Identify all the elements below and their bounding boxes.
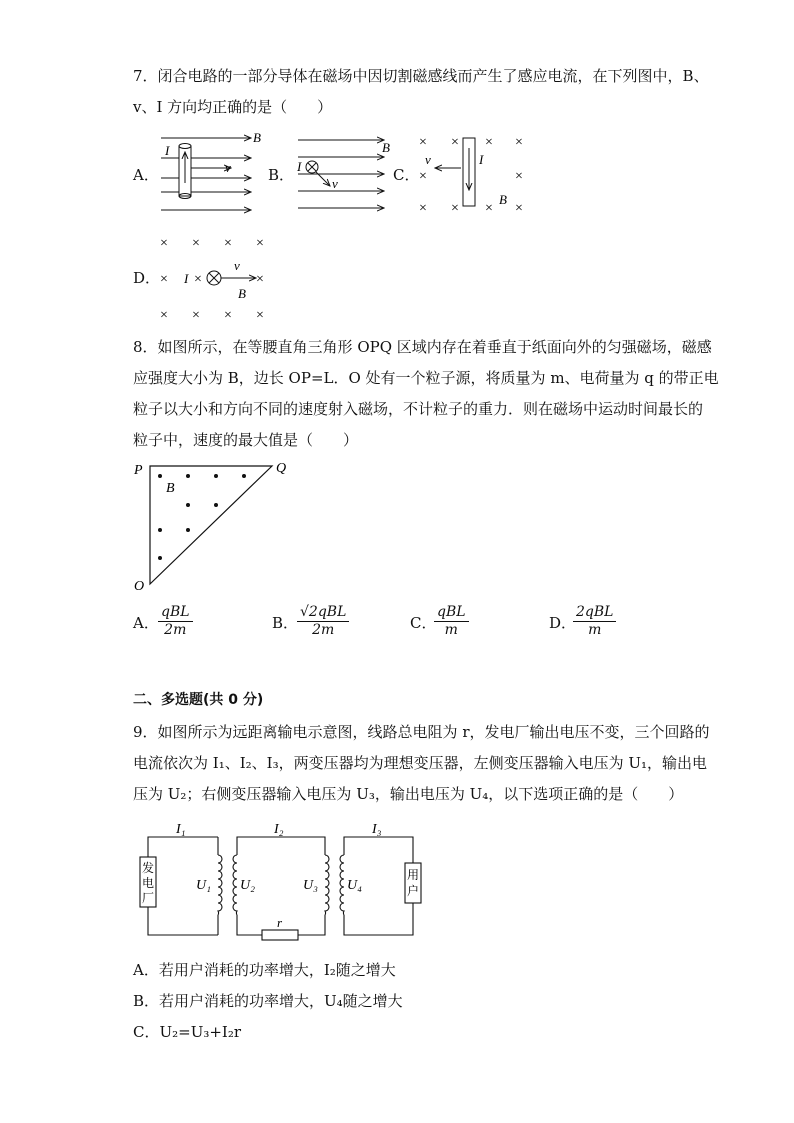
q7-option-a-label[interactable]: A．	[133, 166, 159, 184]
q8-b-numerator: √2qBL	[297, 604, 349, 622]
q9-stem-line3: 压为 U₂；右侧变压器输入电压为 U₃，输出电压为 U₄，以下选项正确的是（ ）	[133, 785, 684, 803]
q8-choice-c-fraction	[434, 604, 469, 639]
q7-figure-d	[158, 232, 278, 322]
q7d-cross: ×	[224, 308, 232, 323]
q7d-cross: ×	[256, 272, 264, 287]
q7-figure-a	[155, 128, 275, 218]
q7a-label-v: v	[225, 160, 231, 175]
q7b-label-v: v	[332, 176, 338, 191]
q9-user-char: 用	[407, 868, 420, 882]
q7-figure-c	[415, 132, 535, 217]
q8-choice-d-fraction	[573, 604, 616, 639]
q7d-cross: ×	[192, 236, 200, 251]
q8-choice-b-label[interactable]: B．	[272, 614, 299, 632]
q8-triangle-figure	[130, 458, 300, 593]
q9-option-a[interactable]: A．若用户消耗的功率增大，I₂随之增大	[133, 961, 396, 979]
q8-choice-a-label[interactable]: A．	[133, 614, 159, 632]
q7d-cross: ×	[160, 272, 168, 287]
q9-stem-line2: 电流依次为 I₁、I₂、I₃，两变压器均为理想变压器，左侧变压器输入电压为 U₁，输出电	[133, 754, 708, 772]
q7d-cross: ×	[192, 308, 200, 323]
q8-c-denominator: m	[444, 622, 458, 638]
q9-label-u4: U₄	[347, 878, 362, 893]
q7a-label-i: I	[165, 143, 170, 158]
q7d-cross: ×	[256, 236, 264, 251]
q8-d-denominator: m	[588, 622, 602, 638]
q7d-cross: ×	[194, 272, 202, 287]
q8-label-p: P	[134, 463, 143, 478]
q7a-label-b: B	[253, 130, 261, 145]
q7d-label-v: v	[234, 258, 240, 273]
q9-generator-char: 电	[142, 876, 155, 890]
q7c-cross: ×	[419, 169, 427, 184]
q7c-cross: ×	[419, 201, 427, 216]
q7d-cross: ×	[256, 308, 264, 323]
q9-label-i3: I₃	[372, 822, 382, 837]
q7d-cross: ×	[224, 236, 232, 251]
q7-figure-b	[294, 130, 404, 220]
q8-stem-line2: 应强度大小为 B，边长 OP=L．O 处有一个粒子源，将质量为 m、电荷量为 q 的带正电	[133, 369, 719, 387]
q7c-cross: ×	[419, 135, 427, 150]
q9-label-r: r	[277, 915, 283, 930]
q7b-label-i: I	[297, 159, 302, 174]
q7d-cross: ×	[160, 308, 168, 323]
q7-option-c-label[interactable]: C．	[393, 166, 420, 184]
q9-stem-line1: 9．如图所示为远距离输电示意图，线路总电阻为 r，发电厂输出电压不变，三个回路的	[133, 723, 710, 741]
q7c-cross: ×	[485, 135, 493, 150]
q8-a-denominator: 2m	[164, 622, 187, 638]
q9-generator-char: 厂	[142, 891, 155, 905]
q8-label-o: O	[134, 579, 145, 594]
q7c-label-i: I	[479, 152, 484, 167]
q8-stem-line3: 粒子以大小和方向不同的速度射入磁场，不计粒子的重力．则在磁场中运动时间最长的	[133, 400, 704, 418]
q9-label-u3: U₃	[303, 878, 318, 893]
q9-generator-char: 发	[142, 861, 155, 875]
q8-choice-c-label[interactable]: C．	[410, 614, 437, 632]
q8-stem-line4: 粒子中，速度的最大值是（ ）	[133, 431, 359, 449]
q7c-cross: ×	[515, 201, 523, 216]
section-heading: 二、多选题(共 0 分)	[133, 692, 264, 708]
q9-label-u2: U₂	[240, 878, 255, 893]
q7d-label-b: B	[238, 286, 246, 301]
q7c-cross: ×	[485, 201, 493, 216]
q7c-cross: ×	[451, 201, 459, 216]
q8-stem-line1: 8．如图所示，在等腰直角三角形 OPQ 区域内存在着垂直于纸面向外的匀强磁场，磁感	[133, 338, 712, 356]
q7c-cross: ×	[515, 135, 523, 150]
q9-user-char: 户	[407, 884, 420, 898]
q7c-cross: ×	[515, 169, 523, 184]
q9-label-i1: I₁	[176, 822, 186, 837]
q7-stem-line2: v、I 方向均正确的是（ ）	[133, 98, 333, 116]
q7d-label-i: I	[184, 271, 189, 286]
q7-option-b-label[interactable]: B．	[268, 166, 295, 184]
q8-label-b: B	[166, 481, 175, 496]
q8-choice-d-label[interactable]: D．	[549, 614, 577, 632]
q7d-cross: ×	[160, 236, 168, 251]
q9-transmission-diagram	[140, 815, 430, 950]
q8-choice-b-fraction	[297, 604, 349, 639]
q9-option-b[interactable]: B．若用户消耗的功率增大，U₄随之增大	[133, 992, 403, 1010]
q8-d-numerator: 2qBL	[573, 604, 616, 622]
q9-label-i2: I₂	[274, 822, 284, 837]
q8-c-numerator: qBL	[434, 604, 469, 622]
q7b-label-b: B	[382, 140, 390, 155]
q8-a-numerator: qBL	[158, 604, 193, 622]
q8-choice-a-fraction	[158, 604, 193, 639]
q8-label-q: Q	[276, 461, 287, 476]
q7-option-d-label[interactable]: D．	[133, 269, 161, 287]
q7c-label-v: v	[425, 152, 431, 167]
q7c-label-b: B	[499, 192, 507, 207]
q8-b-denominator: 2m	[312, 622, 335, 638]
q7c-cross: ×	[451, 135, 459, 150]
q7-stem-line1: 7．闭合电路的一部分导体在磁场中因切割磁感线而产生了感应电流，在下列图中，B、	[133, 67, 709, 85]
q9-option-c[interactable]: C．U₂=U₃+I₂r	[133, 1023, 242, 1041]
q9-label-u1: U₁	[196, 878, 211, 893]
